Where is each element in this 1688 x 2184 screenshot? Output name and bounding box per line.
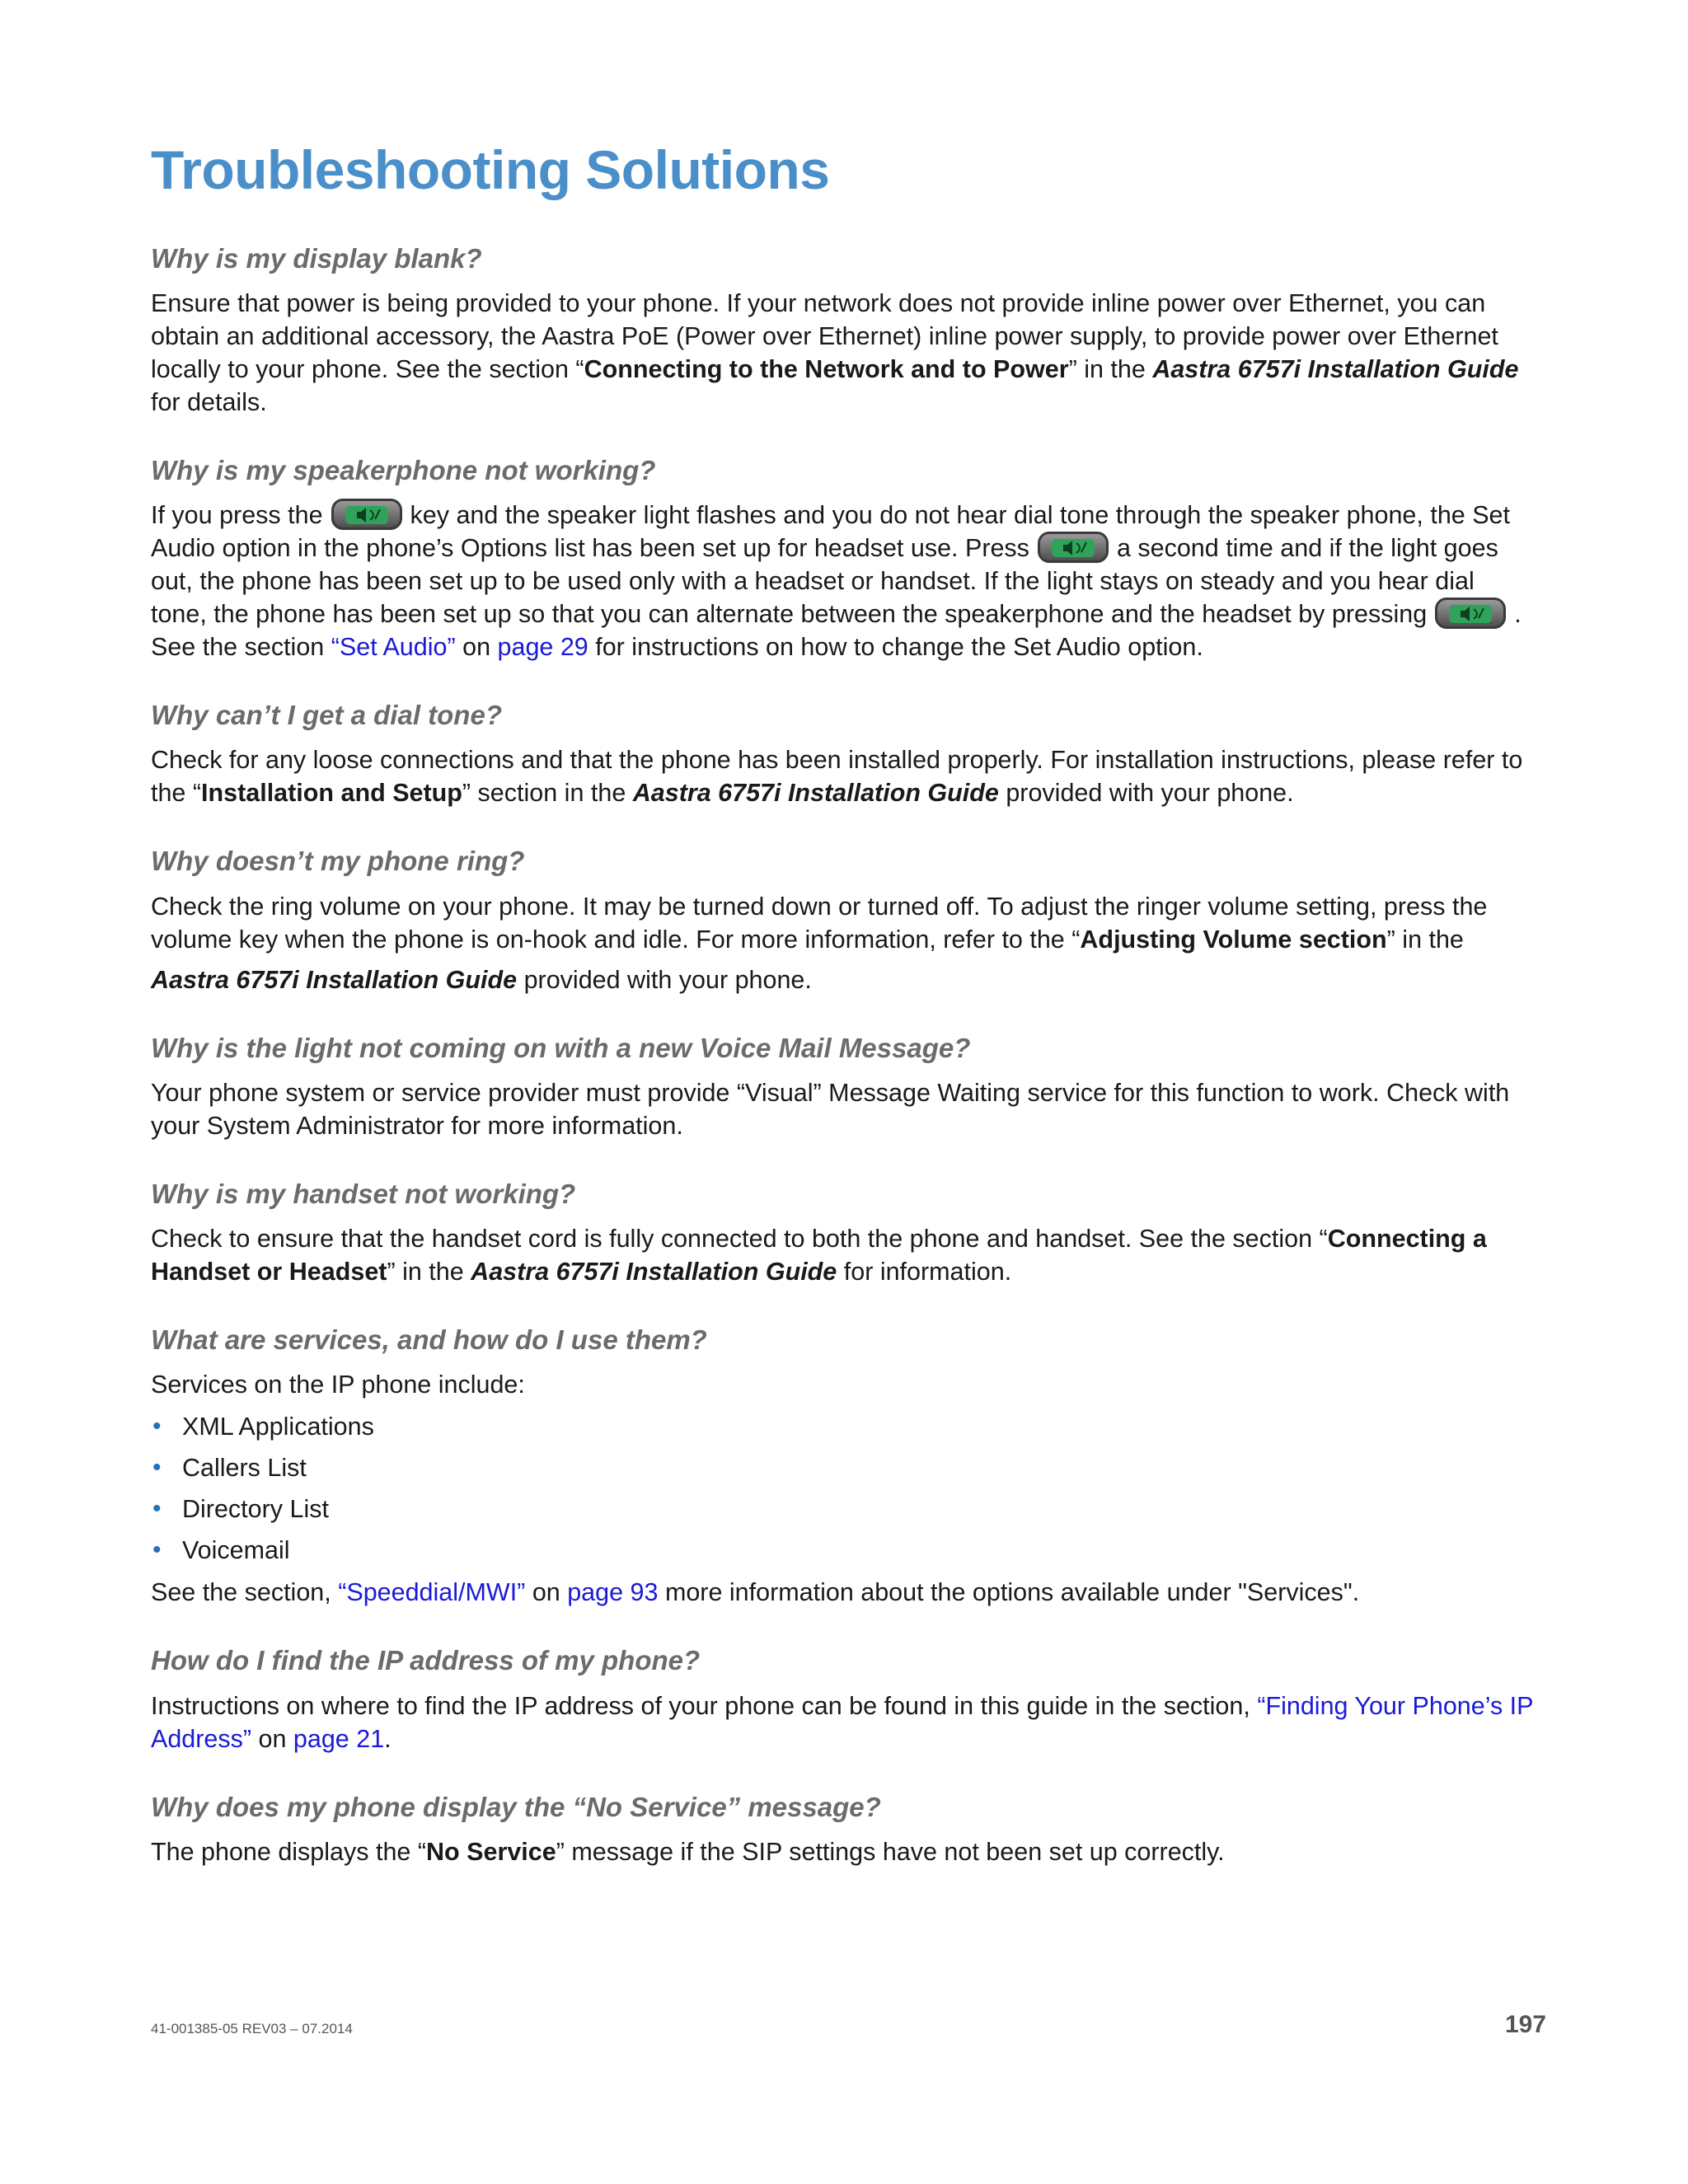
answer-text bbox=[151, 743, 1536, 809]
text-run: The phone displays the “ bbox=[151, 1837, 427, 1866]
bullet-icon: • bbox=[152, 1536, 162, 1564]
section-phone-ring bbox=[151, 844, 1536, 996]
speakerphone-headset-key-icon bbox=[331, 499, 402, 530]
footer-page-number: 197 bbox=[1504, 2011, 1546, 2038]
question-heading: How do I find the IP address of my phone? bbox=[151, 1645, 701, 1676]
text-run: provided with your phone. bbox=[517, 965, 812, 994]
text-run: ” in the bbox=[1068, 354, 1153, 383]
bold-reference: No Service bbox=[426, 1837, 556, 1866]
text-run: more information about the options available under "Services". bbox=[658, 1578, 1360, 1607]
text-run: If you press the bbox=[151, 501, 323, 530]
bullet-icon: • bbox=[152, 1454, 162, 1482]
list-item bbox=[151, 1406, 1536, 1447]
answer-text bbox=[151, 963, 1536, 996]
link-set-audio[interactable]: “Set Audio” bbox=[331, 633, 456, 662]
section-no-service bbox=[151, 1790, 1536, 1868]
bold-reference: Connecting a Handset or Headset bbox=[151, 1225, 1487, 1286]
section-speakerphone bbox=[151, 453, 1536, 663]
link-finding-ip-address[interactable]: “Finding Your Phone’s IP Address” bbox=[151, 1691, 1533, 1753]
section-ip-address bbox=[151, 1643, 1536, 1755]
text-run: provided with your phone. bbox=[998, 779, 1294, 808]
text-run: ” message if the SIP settings have not been set up correctly. bbox=[556, 1837, 1225, 1866]
section-display-blank bbox=[151, 241, 1536, 419]
answer-text bbox=[151, 890, 1536, 956]
speakerphone-headset-key-icon bbox=[1435, 598, 1506, 629]
text-run: for information. bbox=[837, 1258, 1012, 1286]
link-page-29[interactable]: page 29 bbox=[497, 633, 588, 662]
text-run: a second time and if the light goes out, the phone has been set up to be used only with a headset or handset. If the light stays on steady and you hear dial tone, the phone has been set up so that you can alternate between the speakerphone and the headset by pressing bbox=[151, 534, 1498, 629]
question-heading: Why is my display blank? bbox=[151, 242, 482, 274]
text-run: on bbox=[525, 1578, 568, 1607]
answer-text bbox=[151, 1576, 1536, 1609]
speakerphone-headset-key-icon bbox=[1038, 532, 1109, 563]
list-item-label: XML Applications bbox=[182, 1413, 374, 1441]
text-run: See the section, bbox=[151, 1578, 339, 1607]
text-run: . See the section bbox=[151, 600, 1522, 662]
text-run: key and the speaker light flashes and you do not hear dial tone through the speaker phone, the Set Audio option in the phone’s Options list has been set up for headset use. Press bbox=[151, 501, 1510, 563]
services-list bbox=[151, 1406, 1536, 1571]
question-heading: What are services, and how do I use them? bbox=[151, 1324, 707, 1356]
guide-title: Aastra 6757i Installation Guide bbox=[1152, 354, 1519, 383]
text-run: for instructions on how to change the Set Audio option. bbox=[588, 633, 1203, 662]
section-services bbox=[151, 1323, 1536, 1609]
answer-text: Services on the IP phone include: bbox=[151, 1371, 525, 1399]
page-title: Troubleshooting Solutions bbox=[151, 139, 830, 200]
text-run: ” in the bbox=[1386, 925, 1464, 954]
answer-text bbox=[151, 499, 1536, 663]
text-run: ” section in the bbox=[462, 779, 633, 808]
list-item-label: Voicemail bbox=[182, 1536, 290, 1565]
link-page-21[interactable]: page 21 bbox=[293, 1724, 385, 1753]
text-run: on bbox=[251, 1724, 293, 1753]
list-item bbox=[151, 1447, 1536, 1488]
section-handset bbox=[151, 1177, 1536, 1288]
text-run: Instructions on where to find the IP address of your phone can be found in this guide in the section, bbox=[151, 1691, 1258, 1720]
text-run: for details. bbox=[151, 387, 267, 416]
guide-title: Aastra 6757i Installation Guide bbox=[632, 779, 999, 808]
bullet-icon: • bbox=[152, 1413, 162, 1441]
question-heading: Why can’t I get a dial tone? bbox=[151, 700, 502, 731]
section-dial-tone bbox=[151, 698, 1536, 809]
list-item-label: Directory List bbox=[182, 1495, 329, 1524]
guide-title: Aastra 6757i Installation Guide bbox=[471, 1258, 837, 1286]
question-heading: Why does my phone display the “No Service” message? bbox=[151, 1791, 881, 1822]
bullet-icon: • bbox=[152, 1495, 162, 1523]
answer-text bbox=[151, 1690, 1536, 1755]
question-heading: Why is the light not coming on with a new Voice Mail Message? bbox=[151, 1032, 971, 1063]
link-speeddial-mwi[interactable]: “Speeddial/MWI” bbox=[338, 1578, 526, 1607]
bold-reference: Installation and Setup bbox=[201, 779, 462, 808]
footer-document-id: 41-001385-05 REV03 – 07.2014 bbox=[151, 2021, 353, 2036]
list-item-label: Callers List bbox=[182, 1454, 307, 1483]
text-run: ” in the bbox=[387, 1258, 471, 1286]
answer-text: Your phone system or service provider must provide “Visual” Message Waiting service for this function to work. Check with your System Administrator for more information. bbox=[151, 1078, 1510, 1140]
text-run: Ensure that power is being provided to your phone. If your network does not provide inline power over Ethernet, you can obtain an additional accessory, the Aastra PoE (Power over Ethernet) inline power supply, to provide power over Ethernet locally to your phone. See the section “ bbox=[151, 288, 1498, 383]
text-run: Check the ring volume on your phone. It may be turned down or turned off. To adjust the ringer volume setting, press the volume key when the phone is on-hook and idle. For more information, refer to the “ bbox=[151, 892, 1488, 954]
guide-title: Aastra 6757i Installation Guide bbox=[151, 965, 518, 994]
text-run: Check to ensure that the handset cord is fully connected to both the phone and handset. See the section “ bbox=[151, 1225, 1328, 1254]
bold-reference: Connecting to the Network and to Power bbox=[584, 354, 1069, 383]
link-page-93[interactable]: page 93 bbox=[567, 1578, 659, 1607]
section-voice-mail-light bbox=[151, 1031, 1536, 1142]
question-heading: Why is my speakerphone not working? bbox=[151, 454, 656, 485]
text-run: Check for any loose connections and that the phone has been installed properly. For installation instructions, please refer to the “ bbox=[151, 746, 1523, 808]
text-run: . bbox=[384, 1724, 392, 1753]
list-item bbox=[151, 1530, 1536, 1571]
bold-reference: Adjusting Volume section bbox=[1080, 925, 1387, 954]
question-heading: Why is my handset not working? bbox=[151, 1178, 576, 1209]
answer-text bbox=[151, 1222, 1536, 1288]
answer-text bbox=[151, 1835, 1536, 1868]
page-content bbox=[151, 140, 1536, 1868]
list-item bbox=[151, 1488, 1536, 1530]
text-run: on bbox=[455, 633, 498, 662]
question-heading: Why doesn’t my phone ring? bbox=[151, 846, 525, 877]
answer-text bbox=[151, 287, 1536, 419]
